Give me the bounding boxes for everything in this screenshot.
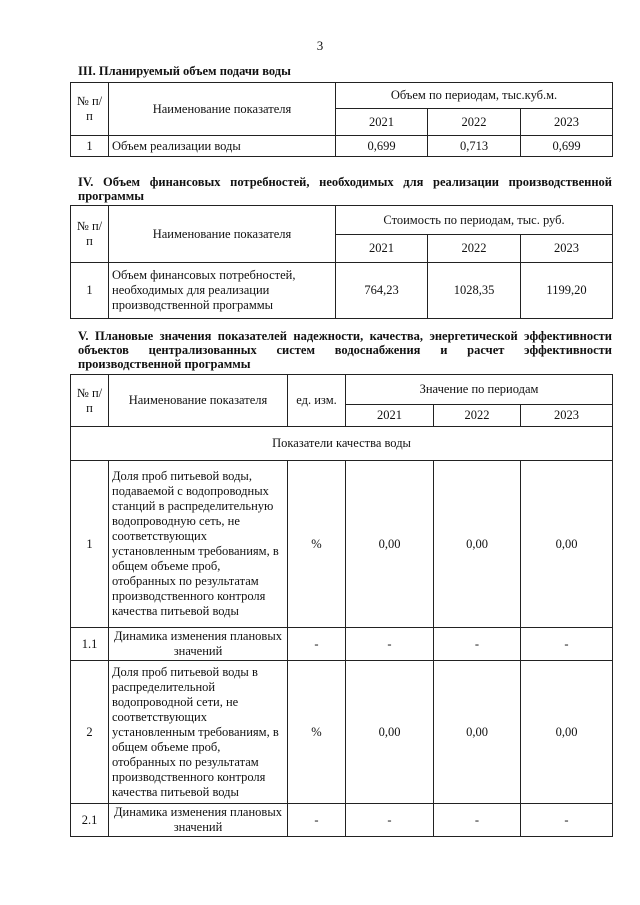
section5-title: V. Плановые значения показателей надежности, качества, энергетической эффективности объектов централизованных систем водоснабжения и расчет эффективности производственной программы	[78, 329, 612, 371]
table-row	[71, 628, 613, 661]
section4-table	[70, 205, 613, 319]
row-name: Доля проб питьевой воды в распределительной водопроводной сети, не соответствующих установленным требованиям, в общем объеме проб, отобранных по результатам производственного контроля качества питьевой воды	[109, 661, 288, 804]
col-num-header: № п/п	[71, 375, 109, 427]
row-value: 0,00	[521, 461, 613, 628]
table-row	[71, 461, 613, 628]
row-value: 0,713	[428, 136, 521, 157]
row-num: 1	[71, 263, 109, 319]
year-header: 2022	[428, 235, 521, 263]
table-row	[71, 136, 613, 157]
row-num: 2.1	[71, 804, 109, 837]
col-name-header: Наименование показателя	[109, 206, 336, 263]
row-value: 0,00	[346, 661, 434, 804]
year-header: 2022	[428, 109, 521, 136]
row-value: 0,00	[434, 461, 521, 628]
section3-table	[70, 82, 613, 157]
row-unit: %	[288, 461, 346, 628]
row-unit: -	[288, 628, 346, 661]
row-num: 1.1	[71, 628, 109, 661]
row-value: 0,00	[346, 461, 434, 628]
row-value: 764,23	[336, 263, 428, 319]
row-name: Объем реализации воды	[109, 136, 336, 157]
row-value: 0,699	[521, 136, 613, 157]
page-number: 3	[316, 38, 324, 53]
year-header: 2023	[521, 109, 613, 136]
col-num-header: № п/п	[71, 206, 109, 263]
table-row	[71, 263, 613, 319]
col-name-header: Наименование показателя	[109, 83, 336, 136]
col-num-header: № п/п	[71, 83, 109, 136]
row-value: -	[521, 628, 613, 661]
year-header: 2023	[521, 235, 613, 263]
row-value: 0,00	[521, 661, 613, 804]
row-num: 2	[71, 661, 109, 804]
row-unit: %	[288, 661, 346, 804]
row-value: -	[346, 804, 434, 837]
year-header: 2022	[434, 405, 521, 427]
row-value: -	[346, 628, 434, 661]
row-value: 0,00	[434, 661, 521, 804]
year-header: 2021	[336, 109, 428, 136]
col-name-header: Наименование показателя	[109, 375, 288, 427]
col-period-header: Объем по периодам, тыс.куб.м.	[336, 83, 613, 109]
row-name: Объем финансовых потребностей, необходимых для реализации производственной программы	[109, 263, 336, 319]
row-value: 0,699	[336, 136, 428, 157]
row-value: 1028,35	[428, 263, 521, 319]
row-value: -	[521, 804, 613, 837]
year-header: 2021	[346, 405, 434, 427]
section4-title: IV. Объем финансовых потребностей, необходимых для реализации производственной программы	[78, 175, 612, 203]
row-unit: -	[288, 804, 346, 837]
row-num: 1	[71, 461, 109, 628]
table-row	[71, 804, 613, 837]
section3-title: III. Планируемый объем подачи воды	[78, 64, 291, 78]
year-header: 2021	[336, 235, 428, 263]
row-value: 1199,20	[521, 263, 613, 319]
col-unit-header: ед. изм.	[288, 375, 346, 427]
year-header: 2023	[521, 405, 613, 427]
col-period-header: Стоимость по периодам, тыс. руб.	[336, 206, 613, 235]
row-value: -	[434, 628, 521, 661]
row-name: Динамика изменения плановых значений	[109, 804, 288, 837]
group-header: Показатели качества воды	[71, 427, 613, 461]
table-row	[71, 661, 613, 804]
row-name: Динамика изменения плановых значений	[109, 628, 288, 661]
row-num: 1	[71, 136, 109, 157]
row-name: Доля проб питьевой воды, подаваемой с водопроводных станций в распределительную водопроводную сеть, не соответствующих установленным требованиям, в общем объеме проб, отобранных по результатам производственного контроля качества питьевой воды	[109, 461, 288, 628]
row-value: -	[434, 804, 521, 837]
col-period-header: Значение по периодам	[346, 375, 613, 405]
section5-table	[70, 374, 613, 837]
